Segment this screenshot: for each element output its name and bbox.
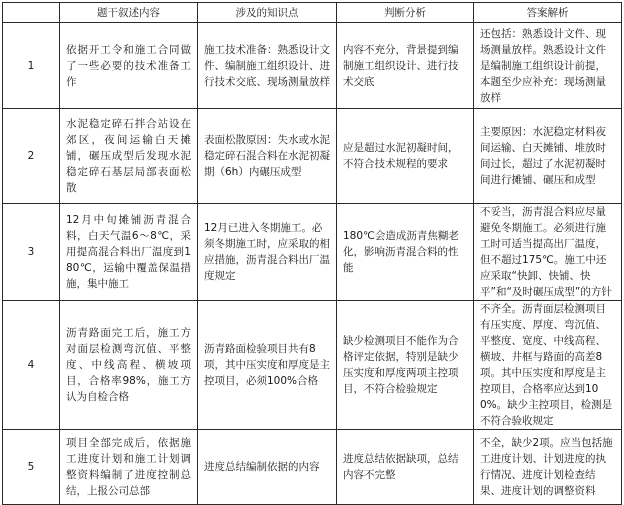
table-row <box>3 109 622 204</box>
header-row <box>3 3 622 23</box>
table-row <box>3 204 622 301</box>
row-knowledge: 表面松散原因：失水或水泥稳定碎石混合料在水泥初凝期（6h）内碾压成型 <box>198 109 337 204</box>
row-answer: 不妥当，沥青混合料应尽量避免冬期施工。必须进行施工时可适当提高出厂温度，但不超过175℃。施工中还应采取“快卸、快铺、快平”和“及时碾压成型”的方针 <box>474 204 622 301</box>
row-analysis: 缺少检测项目不能作为合格评定依据，特别是缺少压实度和厚度两项主控项目，不符合检验规定 <box>337 301 474 430</box>
header-analysis: 判断分析 <box>337 3 474 23</box>
row-number: 1 <box>3 23 60 109</box>
header-index <box>3 3 60 23</box>
row-analysis: 180℃会造成沥青焦糊老化，影响沥青混合料的性能 <box>337 204 474 301</box>
row-analysis: 内容不充分，背景提到编制施工组织设计、进行技术交底 <box>337 23 474 109</box>
header-content: 题干叙述内容 <box>60 3 198 23</box>
row-number: 4 <box>3 301 60 430</box>
header-answer: 答案解析 <box>474 3 622 23</box>
row-content: 水泥稳定碎石拌合站设在郊区，夜间运输白天摊铺，碾压成型后发现水泥稳定碎石基层局部表面松散 <box>60 109 198 204</box>
row-content: 依据开工令和施工合同做了一些必要的技术准备工作 <box>60 23 198 109</box>
row-knowledge: 12月已进入冬期施工。必须冬期施工时，应采取的相应措施，沥青混合料出厂温度规定 <box>198 204 337 301</box>
row-knowledge: 沥青路面检验项目共有8项，其中压实度和厚度是主控项目，必须100%合格 <box>198 301 337 430</box>
row-content: 12月中旬摊铺沥青混合料，白天气温6～8℃，采用提高混合料出厂温度到180℃，运输中覆盖保温措施，集中施工 <box>60 204 198 301</box>
row-knowledge: 施工技术准备：熟悉设计文件、编制施工组织设计、进行技术交底、现场测量放样 <box>198 23 337 109</box>
row-number: 2 <box>3 109 60 204</box>
row-content: 沥青路面完工后，施工方对面层检测弯沉值、平整度、中线高程、横坡项目，合格率98%，施工方认为自检合格 <box>60 301 198 430</box>
row-analysis: 应是超过水泥初凝时间，不符合技术规程的要求 <box>337 109 474 204</box>
row-answer: 还包括：熟悉设计文件、现场测量放样。熟悉设计文件是编制施工组织设计前提，本题至少应补充：现场测量放样 <box>474 23 622 109</box>
row-answer: 不齐全。沥青面层检测项目有压实度、厚度、弯沉值、平整度、宽度、中线高程、横坡、井框与路面的高差8项。其中压实度和厚度是主控项目，合格率应达到100%。缺少主控项目，检测是不符合验收规定 <box>474 301 622 430</box>
row-knowledge: 进度总结编制依据的内容 <box>198 430 337 505</box>
row-content: 项目全部完成后，依据施工进度计划和施工计划调整资料编制了进度控制总结，上报公司总部 <box>60 430 198 505</box>
row-answer: 主要原因：水泥稳定材料夜间运输、白天摊铺、堆放时间过长，超过了水泥初凝时间进行摊铺、碾压和成型 <box>474 109 622 204</box>
row-answer: 不全，缺少2项。应当包括施工进度计划、计划进度的执行情况、进度计划检查结果、进度计划的调整资料 <box>474 430 622 505</box>
table-row <box>3 23 622 109</box>
header-knowledge: 涉及的知识点 <box>198 3 337 23</box>
table-row <box>3 430 622 505</box>
row-analysis: 进度总结依据缺项，总结内容不完整 <box>337 430 474 505</box>
row-number: 3 <box>3 204 60 301</box>
analysis-table <box>2 2 622 505</box>
table-row <box>3 301 622 430</box>
row-number: 5 <box>3 430 60 505</box>
